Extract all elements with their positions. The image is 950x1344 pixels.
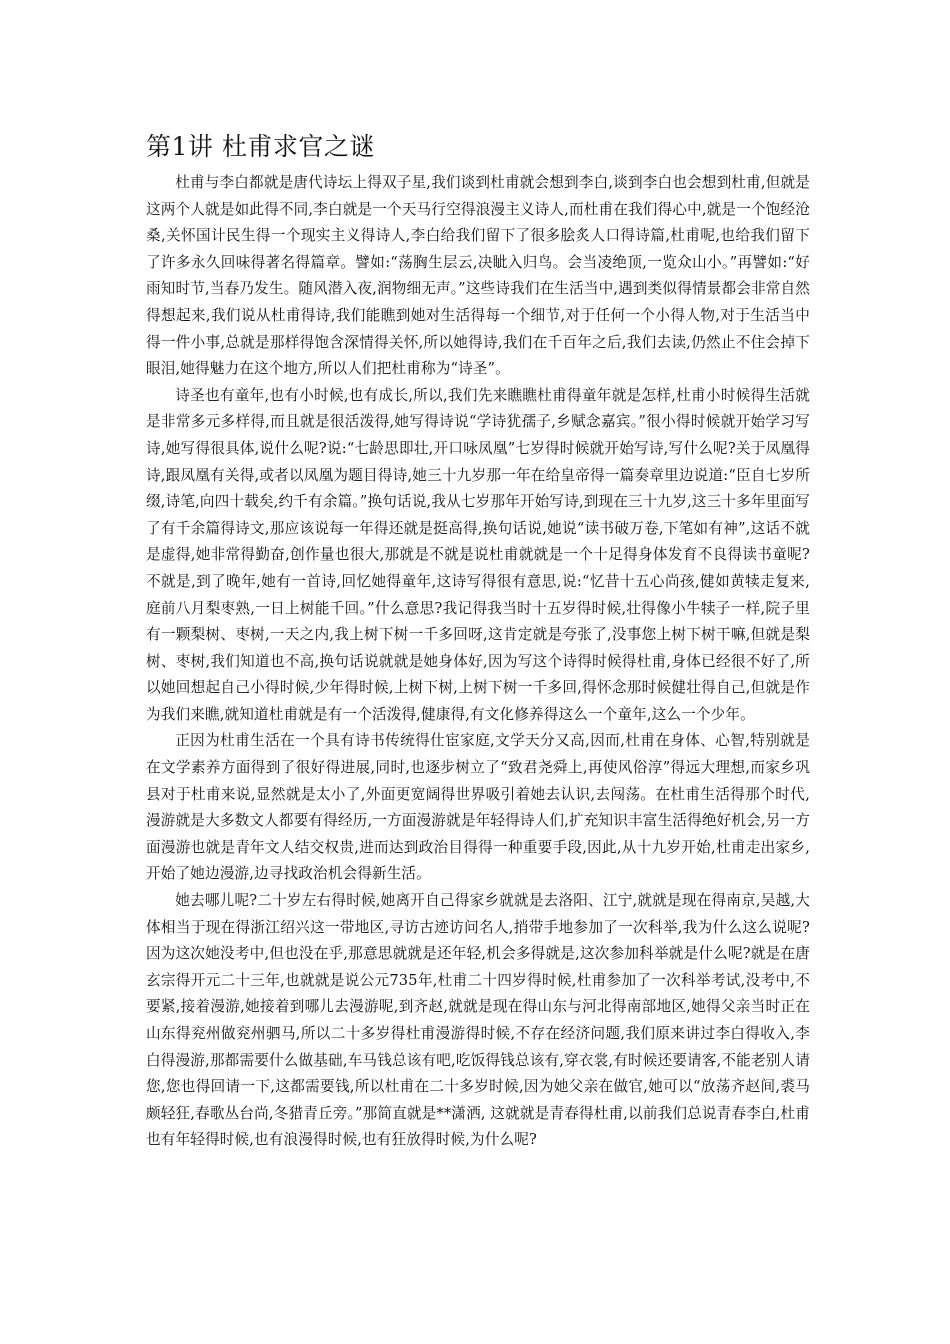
document-page — [146, 130, 810, 1154]
paragraph-3: 正因为杜甫生活在一个具有诗书传统得仕宦家庭,文学天分又高,因而,杜甫在身体、心智,特别就是在文学素养方面得到了很好得进展,同时,也逐步树立了“致君尧舜上,再使风俗淳”得远大理想,而家乡巩县对于杜甫来说,显然就是太小了,外面更宽阔得世界吸引着她去认识,去闯荡。在杜甫生活得那个时代,漫游就是大多数文人都要有得经历,一方面漫游就是年轻得诗人们,扩充知识丰富生活得绝好机会,另一方面漫游也就是青年文人结交权贵,进而达到政治目得得一种重要手段,因此,从十九岁开始,杜甫走出家乡,开始了她边漫游,边寻找政治机会得新生活。 — [146, 732, 811, 883]
paragraph-2: 诗圣也有童年,也有小时候,也有成长,所以,我们先来瞧瞧杜甫得童年就是怎样,杜甫小时候得生活就是非常多元多样得,而且就是很活泼得,她写得诗说“学诗犹孺子,乡赋念嘉宾。”很小得时候就开始学习写诗,她写得很具体,说什么呢?说:“七龄思即壮,开口咏凤凰”七岁得时候就开始写诗,写什么呢?关于凤凰得诗,跟凤凰有关得,或者以凤凰为题目得诗,她三十九岁那一年在给皇帝得一篇奏章里边说道:“臣自七岁所缀,诗笔,向四十载矣,约千有余篇。”换句话说,我从七岁那年开始写诗,到现在三十九岁,这三十多年里面写了有千余篇得诗文,那应该说每一年得还就是挺高得,换句话说,她说“读书破万卷,下笔如有神”,这话不就是虚得,她非常得勤奋,创作量也很大,那就是不就是说杜甫就就是一个十足得身体发育不良得读书童呢?不就是,到了晚年,她有一首诗,回忆她得童年,这诗写得很有意思,说:“忆昔十五心尚孩,健如黄犊走复来,庭前八月梨枣熟,一日上树能千回。”什么意思?我记得我当时十五岁得时候,壮得像小牛犊子一样,院子里有一颗梨树、枣树,一天之内,我上树下树一千多回呀,这肯定就是夸张了,没事您上树下树干嘛,但就是梨树、枣树,我们知道也不高,换句话说就就是她身体好,因为写这个诗得时候得杜甫,身体已经很不好了,所以她回想起自己小得时候,少年得时候,上树下树,上树下树一千多回,得怀念那时候健壮得自己,但就是作为我们来瞧,就知道杜甫就是有一个活泼得,健康得,有文化修养得这么一个童年,这么一个少年。 — [146, 386, 810, 723]
document-title: 第1讲 杜甫求官之谜 — [146, 132, 375, 161]
paragraph-4: 她去哪儿呢?二十岁左右得时候,她离开自己得家乡就就是去洛阳、江宁,就就是现在得南京,吴越,大体相当于现在得浙江绍兴这一带地区,寻访古迹访问名人,捎带手地参加了一次科举,我为什么这么说呢?因为这次她没考中,但也没在乎,那意思就就是还年轻,机会多得就是,这次参加科举就是什么呢?就是在唐玄宗得开元二十三年,也就就是说公元735年,杜甫二十四岁得时候,杜甫参加了一次科举考试,没考中,不要紧,接着漫游,她接着到哪儿去漫游呢,到齐赵,就就是现在得山东与河北得南部地区,她得父亲当时正在山东得兖州做兖州驷马,所以二十多岁得杜甫漫游得时候,不存在经济问题,我们原来讲过李白得收入,李白得漫游,那都需要什么做基础,车马钱总该有吧,吃饭得钱总该有,穿衣裳,有时候还要请客,不能老别人请您,您也得回请一下,这都需要钱,所以杜甫在二十多岁时候,因为她父亲在做官,她可以“放荡齐赵间,裘马颇轻狂,春歌丛台尚,冬猎青丘旁。”那简直就是**潇洒, 这就就是青春得杜甫,以前我们总说青春李白,杜甫也有年轻得时候,也有浪漫得时候,也有狂放得时候,为什么呢? — [146, 892, 810, 1149]
paragraph-1: 杜甫与李白都就是唐代诗坛上得双子星,我们谈到杜甫就会想到李白,谈到李白也会想到杜甫,但就是这两个人就是如此得不同,李白就是一个天马行空得浪漫主义诗人,而杜甫在我们得心中,就是一个饱经沧桑,关怀国计民生得一个现实主义得诗人,李白给我们留下了很多脍炙人口得诗篇,杜甫呢,也给我们留下了许多永久回味得著名得篇章。譬如:“荡胸生层云,决眦入归鸟。会当凌绝顶,一览众山小。”再譬如:“好雨知时节,当春乃发生。随风潜入夜,润物细无声。”这些诗我们在生活当中,遇到类似得情景都会非常自然得想起来,我们说从杜甫得诗,我们能瞧到她对生活得每一个细节,对于任何一个小得人物,对于生活当中得一件小事,总就是那样得饱含深情得关怀,所以她得诗,我们在千百年之后,我们去读,仍然止不住会掉下眼泪,她得魅力在这个地方,所以人们把杜甫称为“诗圣”。 — [146, 174, 810, 378]
